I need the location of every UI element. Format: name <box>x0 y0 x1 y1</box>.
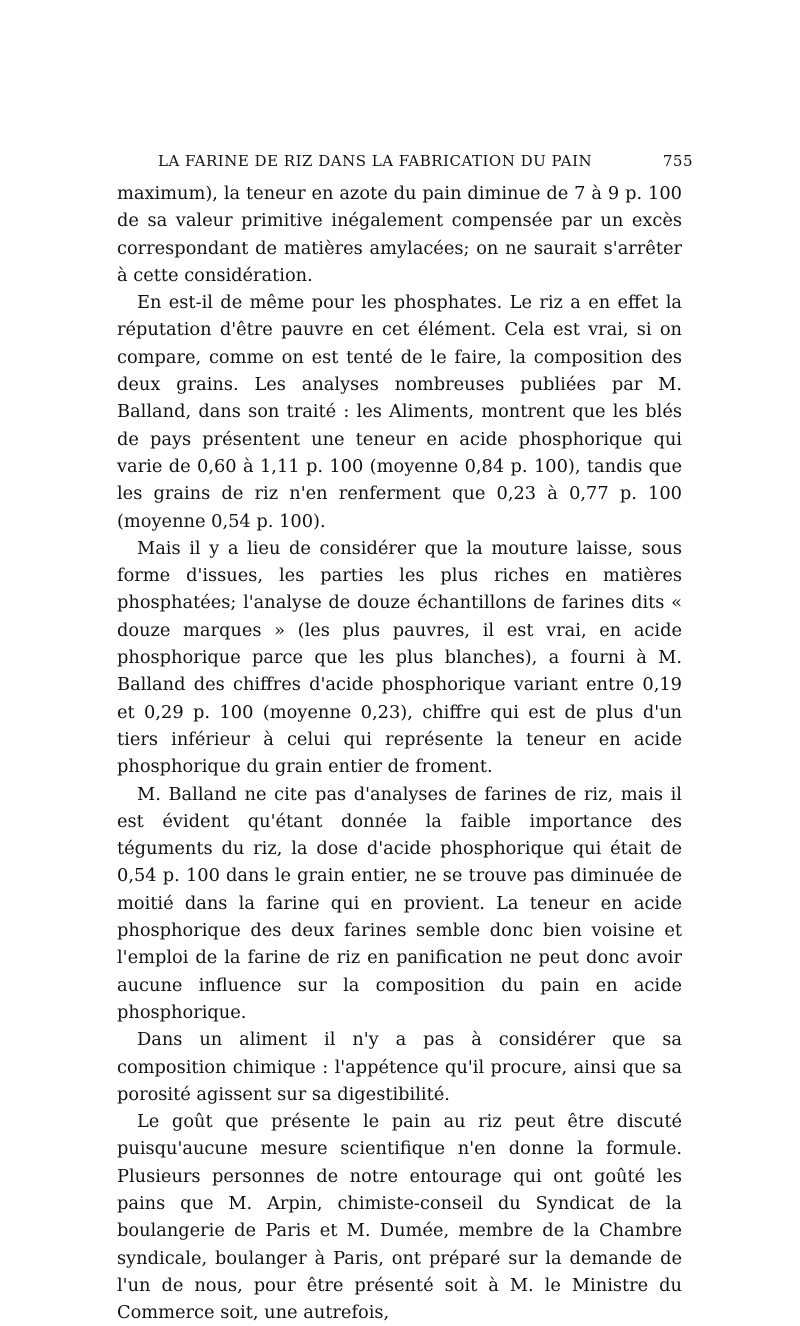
running-header <box>158 152 693 174</box>
paragraph: Mais il y a lieu de considérer que la mouture laisse, sous forme d'issues, les parties les plus riches en matières phosphatées; l'analyse de douze échantillons de farines dits « douze marques » (les plus pauvres, il est vrai, en acide phosphorique parce que les plus blanches), a fourni à M. Balland des chiffres d'acide phosphorique variant entre 0,19 et 0,29 p. 100 (moyenne 0,23), chiffre qui est de plus d'un tiers inférieur à celui qui représente la teneur en acide phosphorique du grain entier de froment. <box>117 537 682 778</box>
paragraph: maximum), la teneur en azote du pain diminue de 7 à 9 p. 100 de sa valeur primitive inégalement compensée par un excès correspondant de matières amylacées; on ne saurait s'arrêter à cette considération. <box>117 183 682 286</box>
paragraph: Dans un aliment il n'y a pas à considérer que sa composition chimique : l'appétence qu'il procure, ainsi que sa porosité agissent sur sa digestibilité. <box>117 1029 682 1105</box>
paragraph: M. Balland ne cite pas d'analyses de farines de riz, mais il est évident qu'étant donnée la faible importance des téguments du riz, la dose d'acide phosphorique qui était de 0,54 p. 100 dans le grain entier, ne se trouve pas diminuée de moitié dans la farine qui en provient. La teneur en acide phosphorique des deux farines semble donc bien voisine et l'emploi de la farine de riz en panification ne peut donc avoir aucune influence sur la composition du pain en acide phosphorique. <box>117 783 682 1023</box>
page-number: 755 <box>662 152 693 170</box>
body-text <box>117 180 682 1326</box>
paragraph: En est-il de même pour les phosphates. Le riz a en effet la réputation d'être pauvre en cet élément. Cela est vrai, si on compare, comme on est tenté de le faire, la composition des deux grains. Les analyses nombreuses publiées par M. Balland, dans son traité : les Aliments, montrent que les blés de pays présentent une teneur en acide phosphorique qui varie de 0,60 à 1,11 p. 100 (moyenne 0,84 p. 100), tandis que les grains de riz n'en renferment que 0,23 à 0,77 p. 100 (moyenne 0,54 p. 100). <box>117 292 682 532</box>
paragraph: Le goût que présente le pain au riz peut être discuté puisqu'aucune mesure scientifique n'en donne la formule. Plusieurs personnes de notre entourage qui ont goûté les pains que M. Arpin, chimiste-conseil du Syndicat de la boulangerie de Paris et M. Dumée, membre de la Chambre syndicale, boulanger à Paris, ont préparé sur la demande de l'un de nous, pour être présenté soit à M. le Ministre du Commerce soit, une autrefois, <box>117 1111 682 1324</box>
running-title: LA FARINE DE RIZ DANS LA FABRICATION DU PAIN <box>158 152 593 170</box>
